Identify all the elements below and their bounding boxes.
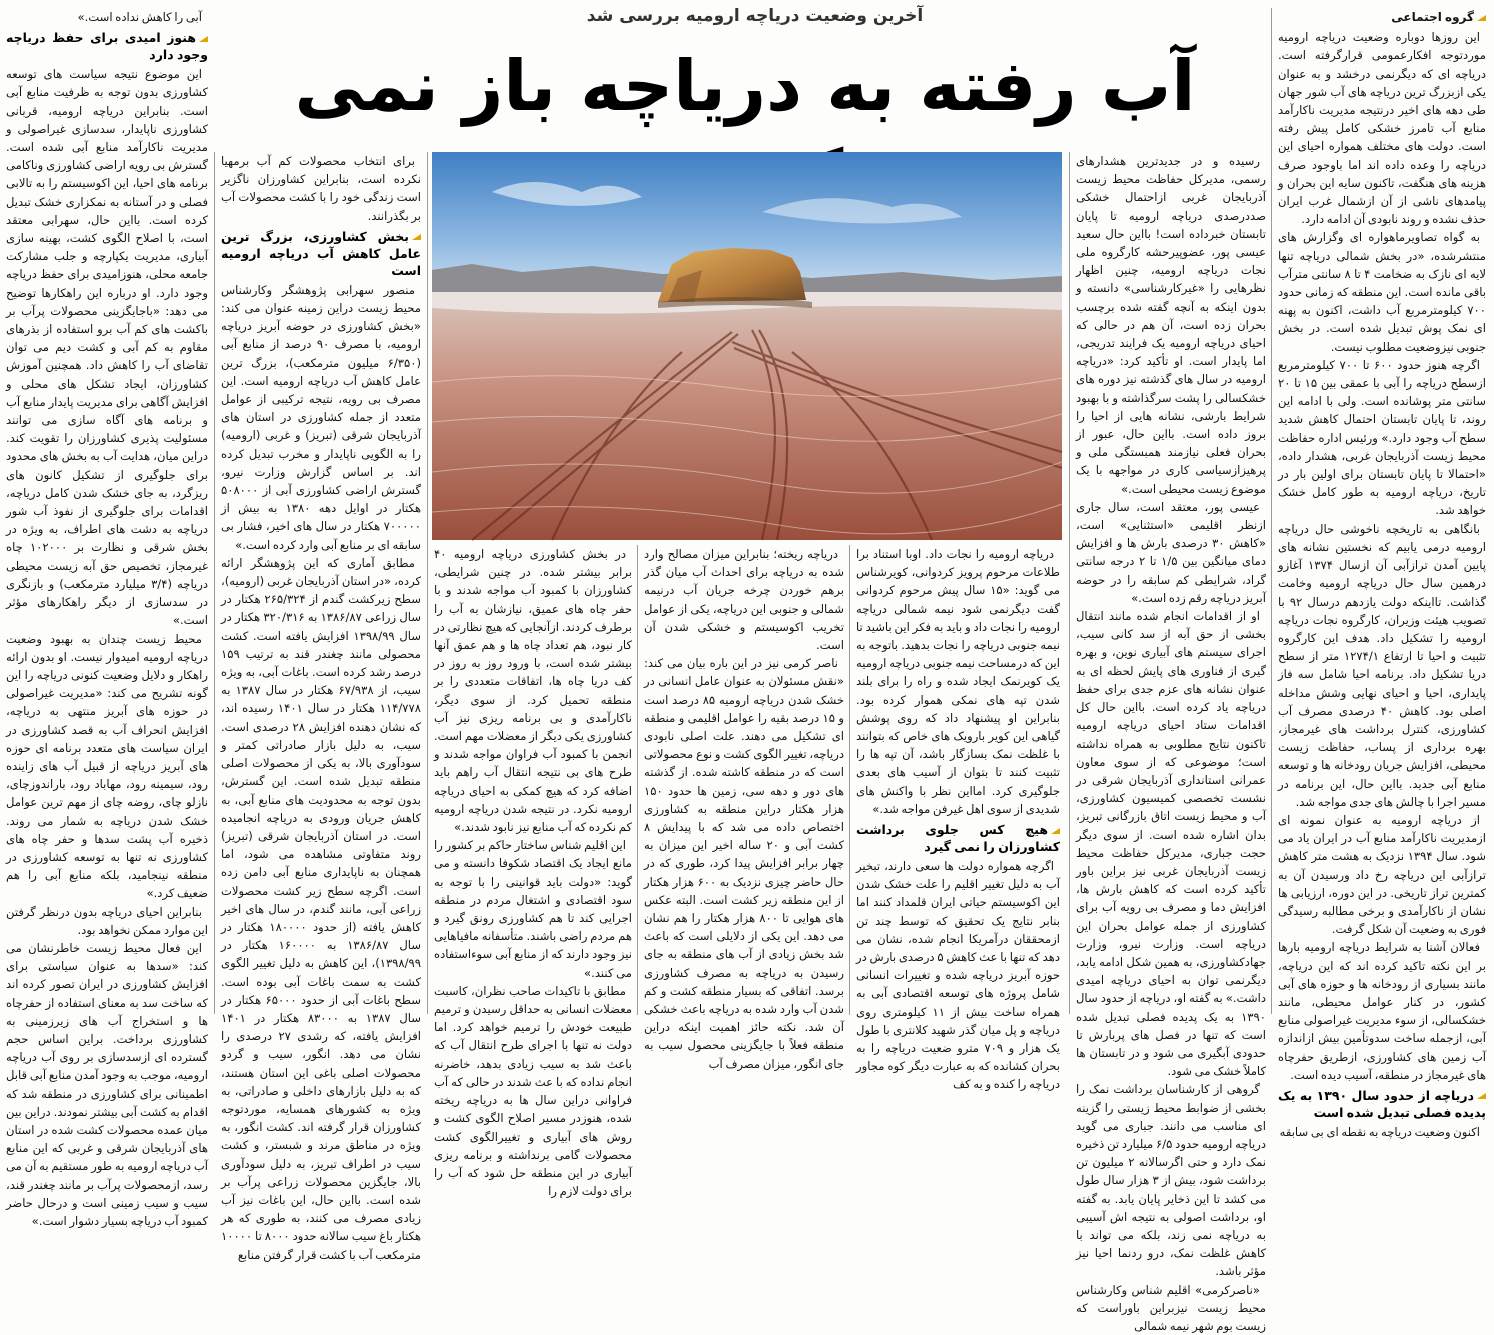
c3-subhead-text: هیچ کس جلوی برداشت کشاورزان را نمی گیرد: [856, 822, 1060, 855]
c4-p1: دریاچه ریخته؛ بنابراین میزان مصالح وارد شده به دریاچه برای احداث آب میان گذر برهم خوردن چرخه جریان آب درنیمه شمالی و جنوبی این دریاچه، یکی از عوامل تخریب اکوسیستم و خشکی شدن آن است.: [644, 547, 844, 653]
byline: [1278, 8, 1486, 26]
subhead-marker-icon: [1477, 1093, 1486, 1099]
column-rule: [849, 545, 850, 1015]
c3-p1: دریاچه ارومیه را نجات داد. اوبا استناد برا طلاعات مرحوم پرویز کردوانی، کویرشناس می گوید: «۱۵ سال پیش مرحوم کردوانی گفت دیگرنمی شود نیمه شمالی دریاچه ارومیه را نجات داد و باید به فکر این باشید تا نیمه جنوبی دریاچه را نجات بدهید. باتوجه به این که درمساحت نیمه جنوبی دریاچه ارومیه یک کویرنمک ایجاد شده و راه را برای بلند شدن تپه های نمکی هموار کرده بود. بنابراین او پیشنهاد داد که روی پوشش گیاهی این کویر بارویک های خاص که بتوانند با غلظت نمک بسازگار باشد، آن تپه ها را تثبیت کنند تا بتوان از آسیب های بعدی جلوگیری کرد. امااین نظر با واکنش های شدیدی از سوی اهل غیرفن مواجه شد.»: [856, 547, 1060, 816]
column-4: [640, 545, 848, 1071]
c3-p2: اگرچه همواره دولت ها سعی دارند، تبخیر آب به دلیل تغییر اقلیم را علت خشک شدن این اکوسیستم حیاتی ایران قلمداد کنند اما بنابر نتایج یک تحقیق که توسط چند تن ازمحققان درآمریکا انجام شده، نشان می دهد که تنها با عث کاهش ۵ درصدی بارش در حوزه آبریز دریاچه شده و تغییرات انسانی شامل پروژه های توسعه اقتصادی آبی به همراه ساخت بیش از ۱۱ کیلومتری روی دریاچه و پل میان گذر شهید کلانتری با طول یک هزار و ۷۰۹ مترو ضعیت دریاچه را به بحران کشانده که به عبارت دیگر کوه مجاور دریاچه را کنده و به کف: [856, 859, 1060, 1092]
column-6: [217, 152, 425, 1262]
column-3: [852, 545, 1064, 1092]
c7-subhead: [6, 29, 208, 63]
c1-p6: فعالان آشنا به شرایط دریاچه ارومیه بارها بر این نکته تاکید کرده اند که این دریاچه، مانند بسیاری از رودخانه ها و حوزه های آبی کشور، در کنار عوامل محیطی، مانند خشکسالی، از سوء مدیریت غیراصولی منابع آبی، ازجمله ساخت سدوتأمین بیش ازاندازه آب زمین های کشاورزی، ازطریق حفرچاه های غیرمجاز در منطقه، آسیب دیده است.: [1278, 940, 1486, 1082]
c5-p3: مطابق با تاکیدات صاحب نظران، کاسبت معضلات انسانی به حداقل رسیدن و ترمیم طبیعت خودش را ترمیم خواهد کرد. اما دولت نه تنها با اجرای طرح انتقال آب که باعث شد به سیب زیادی بدهد، خاضرنه انجام نداده که با عث شدند در حالی که آب فراوانی دراین سال ها به دریاچه ریخته شده، هنوزدر مسیر اصلاح الگوی کشت و روش های آبیاری و تغییرالگوی کشت محصولات گامی برنداشته و برنامه ریزی آبیاری در این منطقه حل شود که آب را برای دولت لازم را: [434, 983, 632, 1199]
c7-p5: این فعال محیط زیست خاطرنشان می کند: «سدها به عنوان سیاستی برای افزایش کشاورزی در ایران تصور کرده اند که ساخت سد به معنای استفاده از حفرچاه ها و استخراج آب های زیرزمینی به کشاورزی برداخت. براین اساس حجم گسترده ای ازسدسازی بر روی آب دریاچه ارومیه، موجب به وجود آمدن منابع آبی قابل اطمینانی برای کشاورزی در منطقه شد که اقدام به کشت آبی بیشتر نمودند. دراین بین میان عمده محصولات کشت شده در استان های آذربایجان شرقی و غربی که این منابع آب دریاچه ارومیه به طور مستقیم به آن می رسد، ازمحصولات پرآب بر مانند چغندر قند، سیب و سیب زمینی است و درحال حاضر کمبود آب دریاچه بسیار دشوار است.»: [6, 940, 208, 1228]
c3-subhead: [856, 821, 1060, 855]
c6-p2: منصور سهرابی پژوهشگر وکارشناس محیط زیست دراین زمینه عنوان می کند: «بخش کشاورزی در حوضه آبریز دریاچه ارومیه، با مصرف ۹۰ درصد از منابع آبی (۶/۳۵۰ میلیون مترمکعب)، بزرگ ترین عامل کاهش آب دریاچه ارومیه است. این مصرف بی رویه، نتیجه ترکیبی از عوامل متعدد از جمله کشاورزی در استان های آذربایجان شرقی (تبریز) و غربی (ارومیه) را به الگویی ناپایدار و مخرب تبدیل کرده اند. بر اساس گزارش وزارت نیرو، گسترش اراضی کشاورزی آبی از ۵۰۸۰۰۰ هکتار در اوایل دهه ۱۳۸۰ به بیش از ۷۰۰۰۰۰ هکتار در سال های اخیر، فشار بی سابقه ای بر منابع آبی وارد کرده است.»: [221, 282, 421, 552]
c2-p2: عیسی پور، معتقد است، سال جاری ازنظر اقلیمی «استثنایی» است، «کاهش ۳۰ درصدی بارش ها و افزایش دمای میانگین بین ۱/۵ تا ۲ درجه سانتی گراد، شرایطی کم سابقه را در حوضه آبریز دریاچه رقم زده است.»: [1076, 499, 1266, 605]
c2-p1: رسیده و در جدیدترین هشدارهای رسمی، مدیرکل حفاظت محیط زیست آذربایجان غربی ازاحتمال خشکی صددرصدی دریاچه ارومیه تا پایان تابستان خبرداده است! بااین حال سعید عیسی پور، عضوپیرحشه کارگروه ملی نجات دریاچه ارومیه، چنین اظهار نظرهایی را «غیرکارشناسی» دانسته و بدون اینکه به آنچه گفته شده برچسب بحران زده است، آن هم در حالی که احیای دریاچه ارومیه یک فرایند تدریجی، اما پایدار است. او تأکید کرد: «دریاچه ارومیه در سال های گذشته نیز دوره های خشکسالی را پشت سرگذاشته و با بهبود شرایط بارشی، نشانه هایی از احیا را بروز داده است. بااین حال، عبور از بحران فعلی نیازمند همبستگی ملی و پرهیزازسیاسی کاری در مواجهه با یک موضوع زیست محیطی است.»: [1076, 154, 1266, 496]
c5-p2: این اقلیم شناس ساختار حاکم بر کشور را مانع ایجاد یک اقتصاد شکوفا دانسته و می گوید: «دولت باید قوانینی را با توجه به سود اقتصادی و اشتغال مردم در منطقه اجرایی کند تا هم کشاورزی رونق گیرد و هم مردم راضی باشند. متأسفانه مافیاهایی نیز وجود دارند که از منابع آبی سوءاستفاده می کنند.»: [434, 838, 632, 980]
c7-subhead-text: هنوز امیدی برای حفظ دریاچه وجود دارد: [6, 30, 208, 63]
headline: آب رفته به دریاچه باز نمی: [294, 45, 1196, 127]
c4-p2: ناصر کرمی نیز در این باره بیان می کند: «نقش مسئولان به عنوان عامل انسانی در خشک شدن دریاچه ارومیه ۸۵ درصد است و ۱۵ درصد بقیه را عوامل اقلیمی و منطقه ای تشکیل می دهند. علت اصلی نابودی دریاچه، تغییر الگوی کشت و نوع محصولاتی است که در منطقه کاشته شده. از گذشته های دور و دهه سی، زمین ها حدود ۱۵۰ هزار هکتار دراین منطقه به کشاورزی اختصاص داده می شد که با پیدایش ۸ کشت آبی و ۲۰ ساله اخیر این میزان به چهار برابر افزایش پیدا کرد، طوری که در حال حاضر چیزی نزدیک به ۶۰۰ هزار هکتار از این منطقه زیر کشت است. البته عکس های هوایی تا ۸۰۰ هزار هکتار را هم نشان می دهد. این یکی از دلایلی است که باعث شد بخش زیادی از آب های منطقه به جای رسیدن به دریاچه به مصرف کشاورزی برسد. اتفاقی که بسیار منطقه کشت و کم شدن آب وارد شده به دریاچه باعث خشکی آن شد. نکته حائز اهمیت اینکه دراین منطقه فعلاً با جایگزینی محصول سیب به جای انگور، میزان مصرف آب: [644, 656, 844, 1071]
column-1: [1274, 8, 1490, 1139]
column-5: [430, 545, 636, 1199]
column-rule: [214, 152, 215, 1014]
column-rule: [637, 545, 638, 1015]
c5-p1: در بخش کشاورزی دریاچه ارومیه ۴۰ برابر بیشتر شده. در چنین شرایطی، کشاورزان با کمبود آب مواجه شدند و با حفر چاه های عمیق، نیازشان به آب را برطرف کردند. ازآنجایی که هیچ نظارتی در کار نبود، هم تعداد چاه ها و هم عمق آنها بیشتر شده است، با ورود روز به روز در کف دریا چاه ها، اتفاقات متعددی را بر منطقه تحمیل کرد. از سوی دیگر، ناکارآمدی و بی برنامه ریزی نیز آب کشاورزی یکی دیگر از معضلات مهم است. انجمن با کمبود آب فراوان مواجه شدند و طرح های بی نتیجه انتقال آب راهم باید اضافه کرد که هیچ کمکی به احیای دریاچه ارومیه نکرد. در نتیجه شدن دریاچه ارومیه کم نکرده که آب منابع نیز نابود شدند.»: [434, 547, 632, 835]
c2-p5: «ناصرکرمی» اقلیم شناس وکارشناس محیط زیست نیزبراین باوراست که زیست بوم شهر نیمه شمالی: [1076, 1282, 1266, 1333]
subhead-marker-icon: [199, 36, 208, 42]
kicker: آخرین وضعیت دریاچه ارومیه بررسی شد: [586, 6, 924, 26]
c7-p4: بنابراین احیای دریاچه بدون درنظر گرفتن این موارد ممکن نخواهد بود.: [6, 904, 208, 937]
c6-p3: مطابق آماری که این پژوهشگر ارائه کرده، «در استان آذربایجان غربی (ارومیه)، سطح زیرکشت گندم از ۲۶۵/۳۲۴ هکتار در سال زراعی ۱۳۸۶/۸۷ به ۳۲۰/۳۱۶ هکتار در سال ۱۳۹۸/۹۹ افزایش یافته است. کشت محصولی مانند چغندر قند به ترتیب ۱۵۹ درصد رشد کرده است. باغات آبی، به ویژه سیب، از ۶۷/۹۳۸ هکتار در سال ۱۳۸۷ به ۱۱۴/۷۷۸ هکتار در سال ۱۴۰۱ رسیده اند، که نشان دهنده افزایش ۲۸ درصدی است. سیب، به دلیل بازار صادراتی کمتر و سودآوری بالا، به یکی از محصولات اصلی منطقه تبدیل شده است. این گسترش، بدون توجه به محدودیت های منابع آبی، به کاهش جریان ورودی به دریاچه انجامیده است. در استان آذربایجان شرقی (تبریز) روند متفاوتی مشاهده می شود، اما همچنان به ناپایداری منابع آبی دامن زده است. اگرچه سطح زیر کشت محصولات زراعی آبی، مانند گندم، در سال های اخیر کاهش یافته (از حدود ۱۸۰۰۰۰ هکتار در سال ۱۳۸۶/۸۷ به ۱۶۰۰۰۰ هکتار در ۱۳۹۸/۹۹)، این کاهش به دلیل تغییر الگوی کشت به سمت باغات آبی بوده است. سطح باغات آبی از حدود ۶۵۰۰۰ هکتار در سال ۱۳۸۷ به ۸۳۰۰۰ هکتار در ۱۴۰۱ افزایش یافته، که رشدی ۲۷ درصدی را نشان می دهد. انگور، سیب و گردو محصولات اصلی باغی این استان هستند، که به دلیل بازارهای داخلی و صادراتی، به ویژه به کشورهای همسایه، موردتوجه کشاورزان قرار گرفته اند. کشت انگور، به ویژه در مناطق مرند و شبستر، و کشت سیب در اطراف تبریز، به دلیل سودآوری بالا، جایگزین محصولات زراعی پرآب بر شده است. بااین حال، این باغات نیز آب زیادی مصرف می کنند، به طوری که هر هکتار باغ سیب سالانه حدود ۸۰۰۰ تا ۱۰۰۰۰ مترمکعب آب با کشت قرار گرفتن منابع: [221, 555, 422, 1262]
c1-subhead: [1278, 1087, 1486, 1121]
c2-p4: گروهی از کارشناسان برداشت نمک را بخشی از ضوابط محیط زیستی را گزینه ای مناسب می دانند. جباری می گوید دریاچه ارومیه حدود ۶/۵ میلیارد تن ذخیره نمک دارد و حتی اگرسالانه ۲ میلیون تن برداشت شود، بیش از ۳ هزار سال طول می کشد تا این ذخایر پایان یابد. به گفته او، برداشت اصولی به نتیجه اش آسیبی به دریاچه نمی زند، بلکه می تواند با کاهش غلظت نمک، درو ردنما احیا نیز مؤثر باشد.: [1076, 1082, 1266, 1279]
c1-p1: این روزها دوباره وضعیت دریاچه ارومیه موردتوجه افکارعمومی قرارگرفته است. دریاچه ای که دیگرنمی درخشد و به عنوان یکی ازبزرگ ترین دریاچه های آب شور جهان طی دهه های اخیر درنتیجه مدیریت ناکارآمد منابع آب تامرز خشکی کامل پیش رفته است. دولت های مختلف همواره احیای این دریاچه را وعده داده اند اما باوجود صرف هزینه های هنگفت، تاکنون سایه این بحران و پیامدهای ناشی از آن ازشمال غرب ایران حذف نشده و روند نابودی آن ادامه دارد.: [1278, 30, 1486, 227]
c7-p2: این موضوع نتیجه سیاست های توسعه کشاورزی بدون توجه به ظرفیت منابع آبی است. بنابراین دریاچه ارومیه، قربانی کشاورزی ناپایدار، سدسازی غیراصولی و مدیریت ناکارآمد منابع آبی شده است. گسترش بی رویه اراضی کشاورزی وناکامی برنامه های احیا، این اکوسیستم را به تالابی فصلی و در آستانه به نمکزاری خشک تبدیل کرده است. بااین حال، سهرابی معتقد است، با اصلاح الگوی کشت، بهینه سازی آبیاری، مدیریت یکپارچه و جلب مشارکت جامعه محلی، هنوزامیدی برای حفظ دریاچه وجود دارد. او درباره این راهکارها توضیح می دهد: «باجایگزینی محصولات پرآب بر باکشت های کم آب برو استفاده از بذرهای مقاوم به کم آبی و کشت دیم می توان تقاضای آب را کاهش داد. همچنین آموزش کشاورزان، ایجاد تشکل های محلی و افزایش آگاهی برای مدیریت پایدار منابع آب و برنامه های آگاه سازی می توانند مسئولیت پذیری کشاورزان را تقویت کند. دراین میان، هدایت آب به بخش های محدود برای جلوگیری از تشکیل کانون های ریزگرد، به جای خشک شدن کامل دریاچه، اقدامات برای جلوگیری از نفوذ آب شور دریاچه به دشت های اطراف، به ویژه در بخش شرقی و نظارت بر ۱۰۲۰۰۰ چاه غیرمجاز، تخصیص حق آبه زیست محیطی دریاچه (۳/۴ میلیارد مترمکعب) و بازنگری در سدسازی از دیگر راهکارهای مؤثر است.»: [6, 67, 208, 628]
c7-p1: آبی را کاهش نداده است.»: [77, 10, 202, 24]
c1-p5: از دریاچه ارومیه به عنوان نمونه ای ازمدیریت ناکارآمد منابع آب در ایران یاد می شود. سال ۱۳۹۴ نزدیک به هشت متر کاهش ترازآبی این دریاچه رخ داد ورسیدن آن به کمترین تراز تاریخی. در این دوره، ارزیابی ها نشان از ناکارآمدی و برخی مطالبه رسیدگی فوری به وضعیت آن شکل گرفت.: [1278, 812, 1487, 937]
column-rule: [1271, 8, 1272, 1014]
c6-p1: برای انتخاب محصولات کم آب برمهیا نکرده است، بنابراین کشاورزان ناگزیر است زندگی خود را با کشت محصولات آب بر بگذرانند.: [221, 154, 421, 223]
c6-subhead-text: بخش کشاورزی، بزرگ ترین عامل کاهش آب دریاچه ارومیه است: [221, 228, 421, 278]
column-rule: [1069, 152, 1070, 1014]
c1-subhead-text: دریاچه از حدود سال ۱۳۹۰ به یک پدیده فصلی تبدیل شده است: [1278, 1087, 1486, 1120]
byline-text: گروه اجتماعی: [1391, 10, 1474, 24]
c2-p3: او از اقدامات انجام شده مانند انتقال بخشی از حق آبه از سد کانی سیب، اجرای سیستم های آبیاری نوین، و بهره گیری از فناوری های پایش لحظه ای به عنوان نشانه های عزم جدی برای حفظ دریاچه یاد کرده است. بااین حال کل اقدامات ستاد احیای دریاچه ارومیه تاکنون نتایج مطلوبی به همراه نداشته است؛ موضوعی که از سوی معاون عمرانی استانداری آذربایجان شرقی در نشست تخصصی کمیسیون کشاورزی، آب و محیط زیست اتاق بازرگانی تبریز، بدان اشاره شده است. از سوی دیگر حجت جباری، مدیرکل حفاظت محیط زیست آذربایجان غربی نیز براین باور تأکید کرده است که کاهش بارش ها، افزایش دما و مصرف بی رویه آب برای کشاورزی از جمله عوامل بحران این دریاچه است. وزارت نیرو، وزارت جهادکشاورزی، به همین شکل ادامه یابد، دیگرنمی توان به احیای دریاچه امیدی داشت.» به گفته او، دریاچه از حدود سال ۱۳۹۰ به یک پدیده فصلی تبدیل شده است که تنها در فصل های پربارش تا حدودی آبگیری می شود و در تابستان ها کاملاً خشک می شود.: [1076, 609, 1266, 1079]
c6-subhead: [221, 228, 421, 279]
c7-p3: محیط زیست چندان به بهبود وضعیت دریاچه ارومیه امیدوار نیست. او بدون ارائه راهکار و دلایل وضعیت کنونی دریاچه را این گونه تشریح می کند: «مدیریت غیراصولی در حوزه های آبریز منتهی به دریاچه، افزایش انحراف آب به قصد کشاورزی در ایران سیاست های متعدد برنامه ای حوزه های آبریز دریاچه از قبیل آب های زاینده رود، سیمینه رود، مهاباد رود، باراندوزچای، نازلو چای، روضه چای از مهم ترین عوامل خشک شدن دریاچه به شمار می روند. ذخیره آب پشت سدها و حفر چاه های کشاورزی نه تنها به توسعه کشاورزی در منطقه نینجامید، بلکه منابع آبی را هم ضعیف کرد.»: [6, 631, 208, 901]
salt-flat-landscape-image: [432, 152, 1062, 540]
lake-photo: [432, 152, 1062, 540]
subhead-marker-icon: [1051, 828, 1060, 834]
c1-tail: اکنون وضعیت دریاچه به نقطه ای بی سابقه: [1279, 1124, 1480, 1139]
byline-marker-icon: [1477, 15, 1486, 21]
c1-p4: بانگاهی به تاریخچه ناخوشی حال دریاچه ارومیه درمی یابیم که نخستین نشانه های پایین آمدن ترازآبی آن ازسال ۱۳۷۴ آغازو درهمین سال حال دریاچه ارومیه وخامت گذاشت. تااینکه دولت یازدهم درسال ۹۲ با تصویب هیئت وزیران، کارگروه نجات دریاچه ارومیه را تشکیل داد. هدف این کارگروه تثبیت و احیا تا ارتفاع ۱۲۷۴/۱ متر از سطح دریا تشکیل داد. برنامه احیا شامل سه فاز پایداری، احیا و احیای نهایی وشش مداخله اصلی بود. کاهش ۴۰ درصدی مصرف آب کشاورزی، کنترل برداشت های غیرمجاز، بهره برداری از پساب، حفاظت زیست محیطی، افزایش جریان رودخانه ها و توسعه منابع آبی جدید. بااین حال، این برنامه در مسیر اجرا با چالش های جدی مواجه شد.: [1278, 521, 1487, 809]
column-7: [2, 8, 212, 1228]
column-2: [1072, 152, 1270, 1333]
column-rule: [427, 152, 428, 1014]
c1-p3: اگرچه هنوز حدود ۶۰۰ تا ۷۰۰ کیلومترمربع ازسطح دریاچه را آبی با عمقی بین ۱۵ تا ۲۰ سانتی متر پوشانده است. ولی با ادامه این روند، تا پایان تابستان احتمال کاهش شدید سطح آب وجود دارد.» ورئیس اداره حفاظت محیط زیست آذربایجان غربی، هشدار داده، «احتمالا تا پایان تابستان برای اولین بار در تاریخ، دریاچه ارومیه به طور کامل خشک خواهد شد.: [1278, 357, 1486, 518]
c1-p2: به گواه تصاویرماهواره ای وگزارش های منتشرشده، «در بخش شمالی دریاچه تنها لایه ای نازک به ضخامت ۴ تا ۸ سانتی مترآب باقی مانده است. این منطقه که زمانی حدود ۷۰۰ کیلومترمربع آب داشت، اکنون به پهنه ای نمک پوش تبدیل شده است. در بخش جنوبی نیزوضعیت مطلوب نیست.: [1278, 230, 1486, 354]
subhead-marker-icon: [412, 234, 421, 240]
